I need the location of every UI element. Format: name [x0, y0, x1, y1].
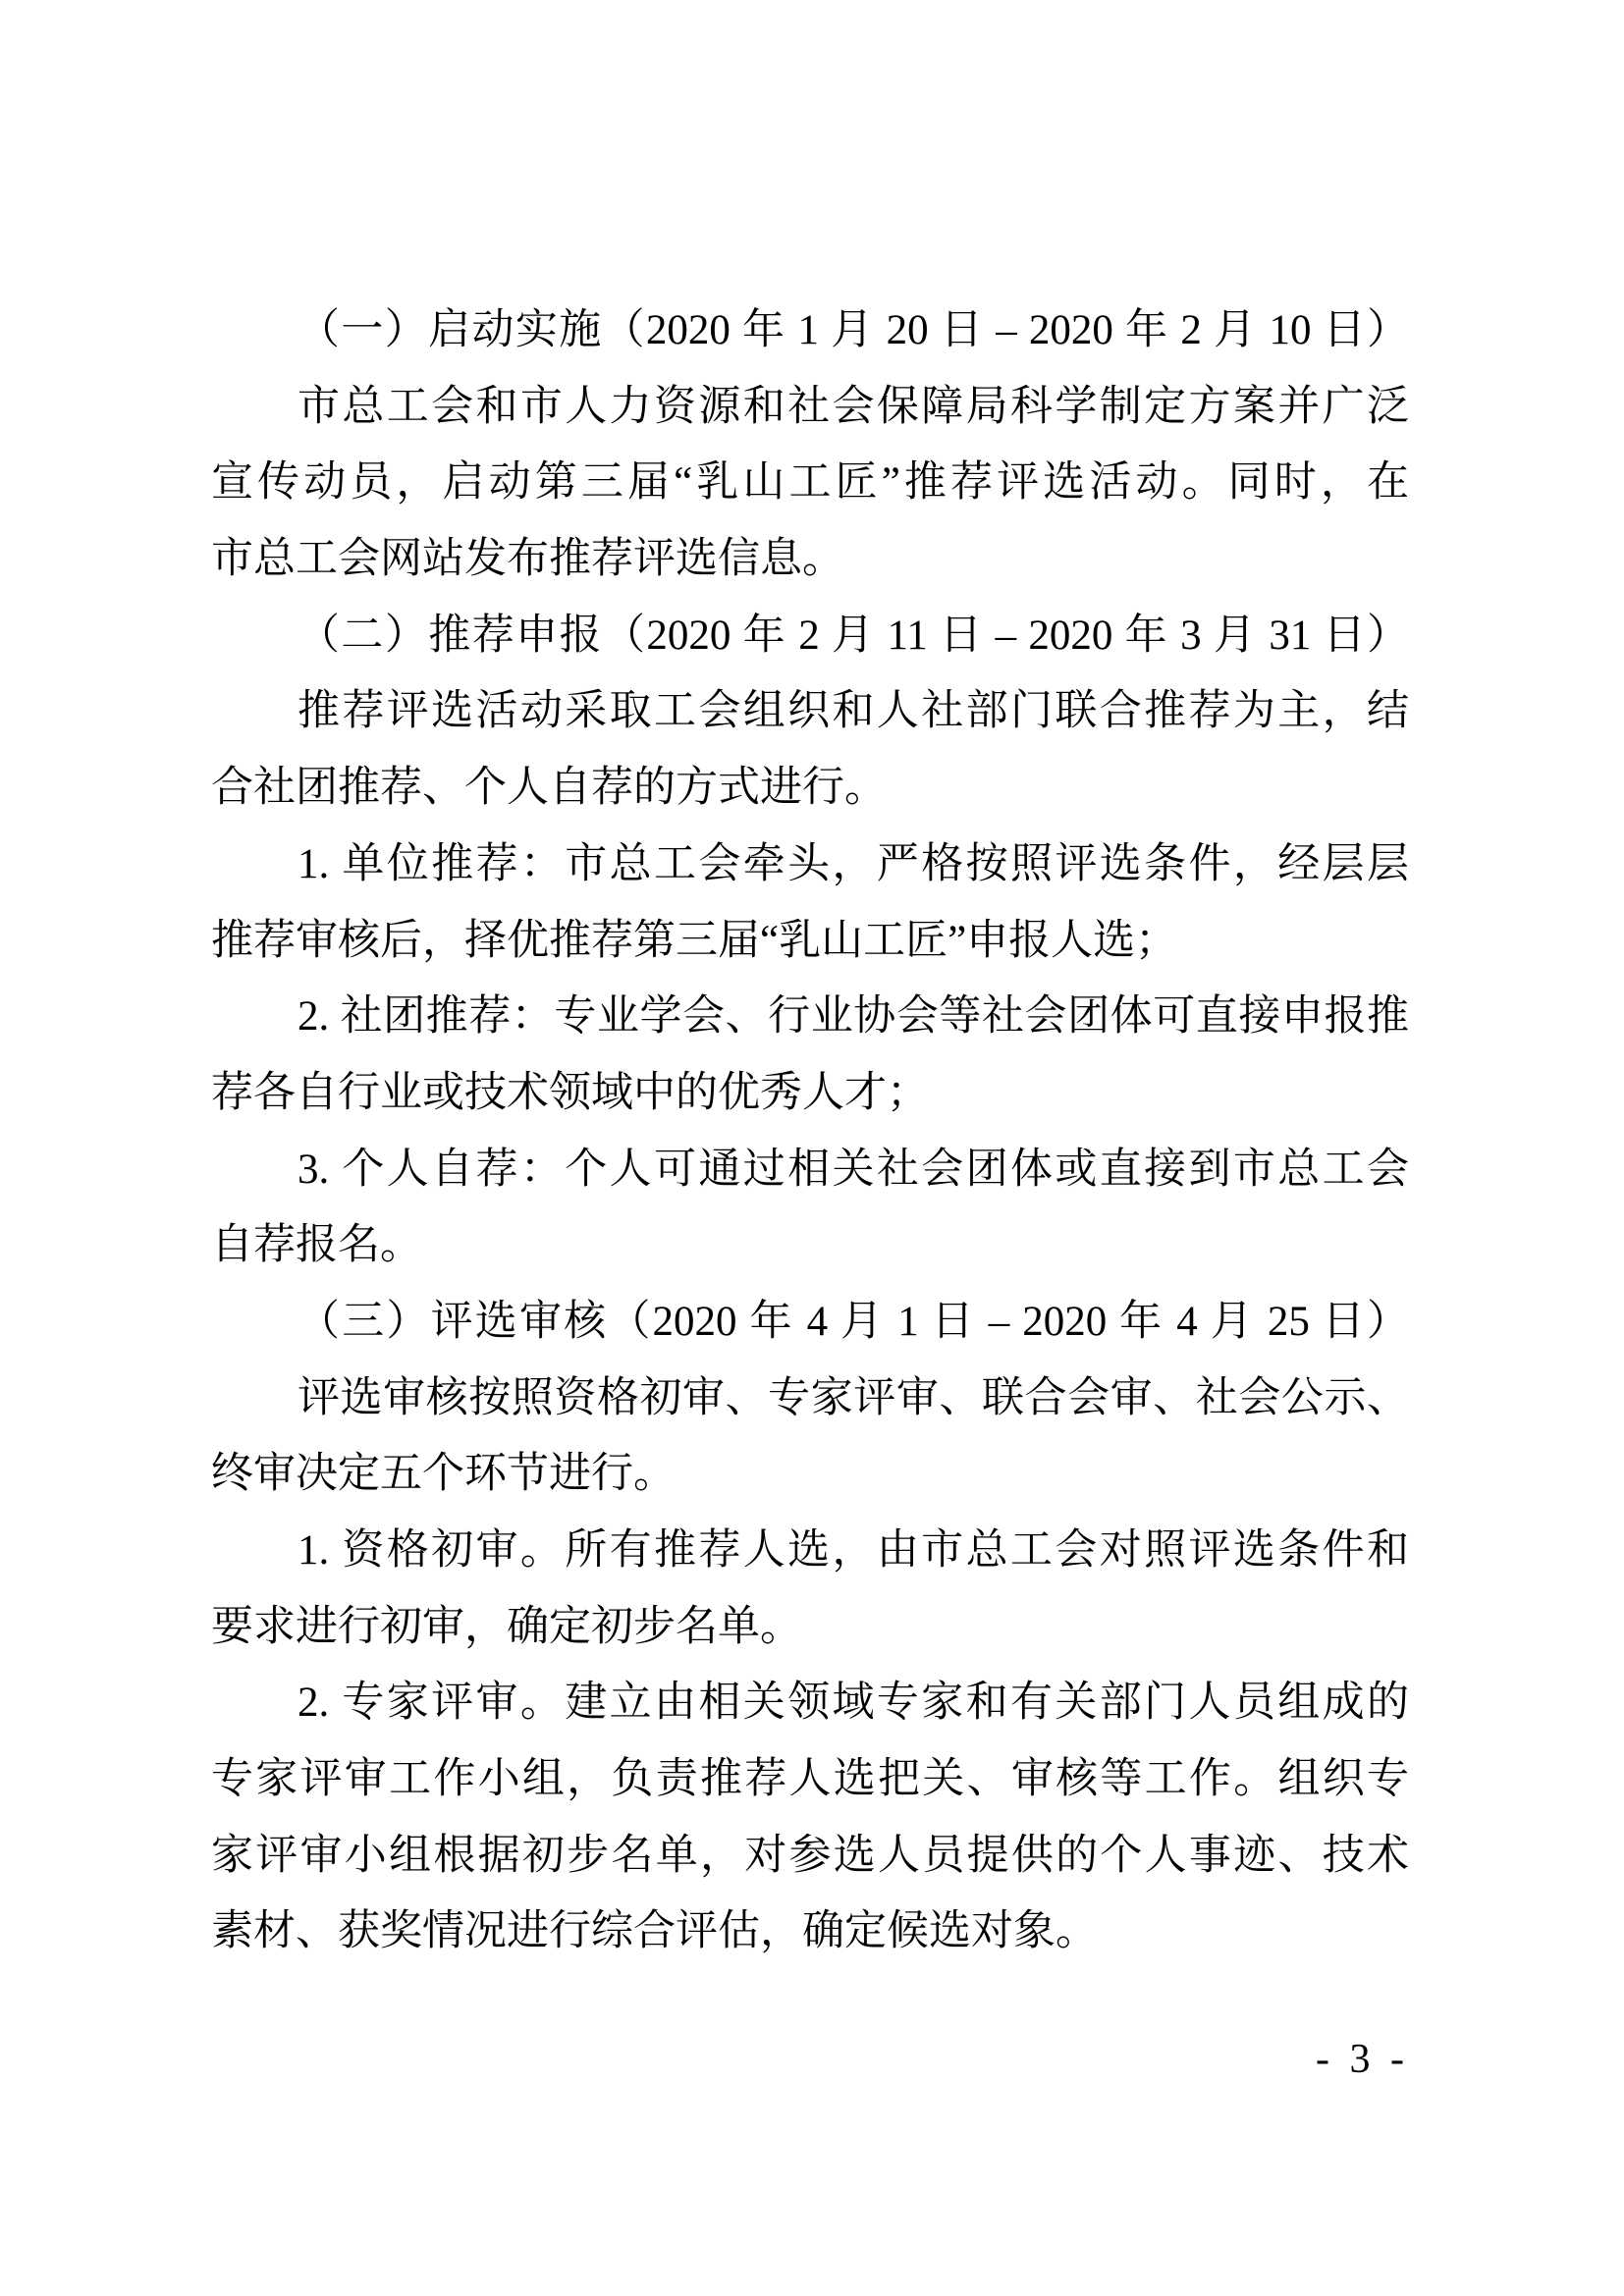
section-heading-line: （一）启动实施（2020 年 1 月 20 日 – 2020 年 2 月 10 日）	[298, 307, 1409, 353]
body-text-line: 家评审小组根据初步名单，对参选人员提供的个人事迹、技术	[211, 1832, 1409, 1879]
body-text-line: 合社团推荐、个人自荐的方式进行。	[211, 765, 887, 812]
body-text-line: 2. 专家评审。建立由相关领域专家和有关部门人员组成的	[298, 1680, 1409, 1727]
body-text-line: 素材、获奖情况进行综合评估，确定候选对象。	[211, 1908, 1098, 1955]
body-text-line: 2. 社团推荐：专业学会、行业协会等社会团体可直接申报推	[298, 993, 1409, 1041]
body-text-line: 3. 个人自荐：个人可通过相关社会团体或直接到市总工会	[298, 1146, 1409, 1193]
document-body	[211, 293, 1409, 1970]
section-heading-line: （二）推荐申报（2020 年 2 月 11 日 – 2020 年 3 月 31 日）	[298, 612, 1409, 659]
body-text-line: 1. 资格初审。所有推荐人选，由市总工会对照评选条件和	[298, 1527, 1409, 1574]
body-text-line: 终审决定五个环节进行。	[211, 1451, 676, 1498]
body-text-line: 荐各自行业或技术领域中的优秀人才；	[211, 1069, 929, 1116]
body-text-line: 1. 单位推荐：市总工会牵头，严格按照评选条件，经层层	[298, 840, 1409, 887]
body-text-line: 要求进行初审，确定初步名单。	[211, 1603, 802, 1650]
body-text-line: 宣传动员，启动第三届“乳山工匠”推荐评选活动。同时，在	[211, 459, 1409, 507]
section-heading-line: （三）评选审核（2020 年 4 月 1 日 – 2020 年 4 月 25 日）	[298, 1298, 1409, 1345]
page-number: - 3 -	[1316, 2037, 1404, 2082]
body-text-line: 自荐报名。	[211, 1222, 422, 1269]
body-text-line: 推荐评选活动采取工会组织和人社部门联合推荐为主，结	[298, 688, 1409, 735]
body-text-line: 市总工会和市人力资源和社会保障局科学制定方案并广泛	[298, 383, 1409, 430]
body-text-line: 专家评审工作小组，负责推荐人选把关、审核等工作。组织专	[211, 1756, 1409, 1803]
body-text-line: 市总工会网站发布推荐评选信息。	[211, 536, 844, 583]
body-text-line: 评选审核按照资格初审、专家评审、联合会审、社会公示、	[298, 1374, 1409, 1421]
body-text-line: 推荐审核后，择优推荐第三届“乳山工匠”申报人选；	[211, 917, 1178, 964]
